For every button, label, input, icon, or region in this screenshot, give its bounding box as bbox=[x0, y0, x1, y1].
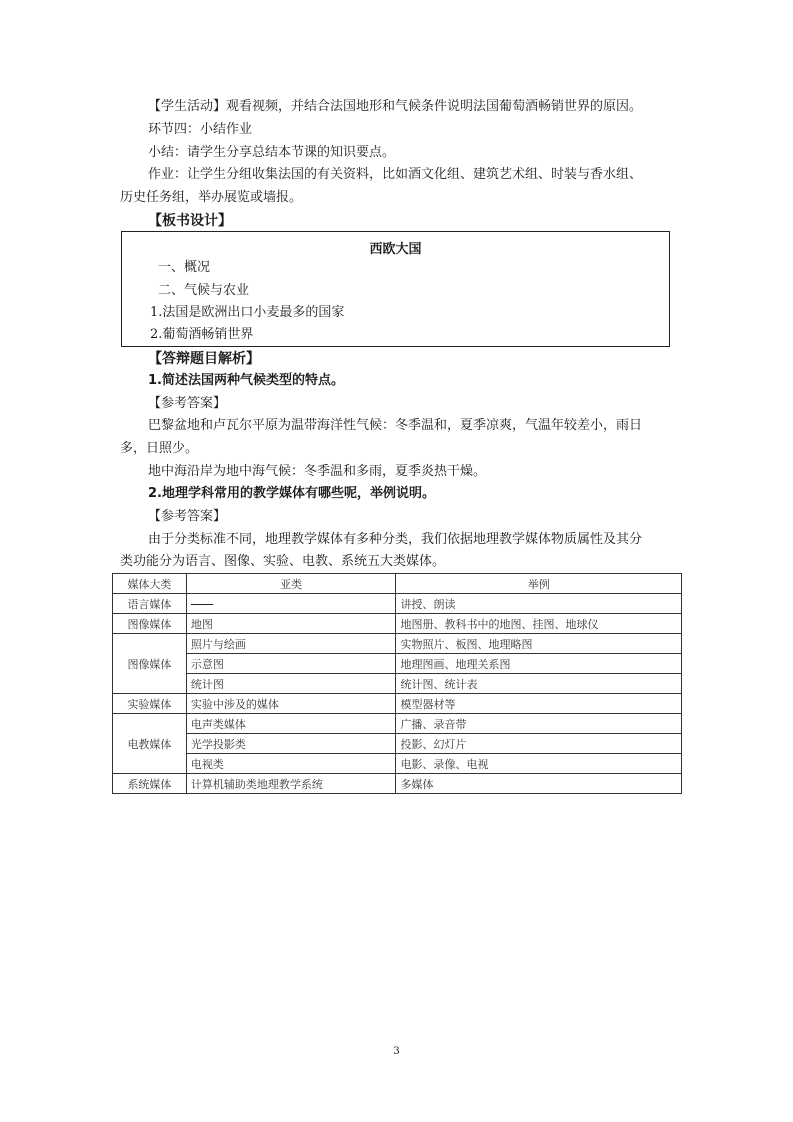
subcategory-cell bbox=[186, 594, 396, 614]
category-cell: 语言媒体 bbox=[113, 594, 187, 614]
example-cell: 多媒体 bbox=[396, 774, 682, 794]
subcategory-cell: 照片与绘画 bbox=[186, 634, 396, 654]
header-cell: 媒体大类 bbox=[113, 574, 187, 594]
example-cell: 地图册、教科书中的地图、挂图、地球仪 bbox=[396, 614, 682, 634]
table-row bbox=[113, 754, 682, 774]
table-header-row bbox=[113, 574, 682, 594]
example-cell: 广播、录音带 bbox=[396, 714, 682, 734]
example-cell: 实物照片、板图、地理略图 bbox=[396, 634, 682, 654]
homework-line-1: 作业：让学生分组收集法国的有关资料，比如酒文化组、建筑艺术组、时装与香水组、 bbox=[148, 167, 643, 182]
subcategory-cell: 统计图 bbox=[186, 674, 396, 694]
dash-mark bbox=[191, 604, 213, 605]
category-cell: 电教媒体 bbox=[113, 714, 187, 774]
table-row bbox=[113, 594, 682, 614]
answer-1-line-3: 地中海沿岸为地中海气候：冬季温和多雨，夏季炎热干燥。 bbox=[148, 464, 487, 479]
summary-line: 小结：请学生分享总结本节课的知识要点。 bbox=[148, 145, 396, 160]
example-cell: 统计图、统计表 bbox=[396, 674, 682, 694]
table-row bbox=[113, 774, 682, 794]
board-design-box bbox=[121, 231, 670, 347]
answer-1-line-1: 巴黎盆地和卢瓦尔平原为温带海洋性气候：冬季温和，夏季凉爽，气温年较差小，雨日 bbox=[148, 418, 643, 433]
subcategory-cell: 电声类媒体 bbox=[186, 714, 396, 734]
answer-2-line-1: 由于分类标准不同，地理教学媒体有多种分类，我们依据地理教学媒体物质属性及其分 bbox=[148, 532, 643, 547]
reference-answer-label-1: 【参考答案】 bbox=[148, 396, 227, 411]
student-activity-line: 【学生活动】观看视频，并结合法国地形和气候条件说明法国葡萄酒畅销世界的原因。 bbox=[148, 99, 643, 114]
board-title: 西欧大国 bbox=[369, 242, 422, 257]
board-item: 2.葡萄酒畅销世界 bbox=[150, 327, 254, 342]
subcategory-cell: 地图 bbox=[186, 614, 396, 634]
subcategory-cell: 光学投影类 bbox=[186, 734, 396, 754]
question-1: 1.简述法国两种气候类型的特点。 bbox=[148, 373, 344, 388]
table-row bbox=[113, 694, 682, 714]
question-2: 2.地理学科常用的教学媒体有哪些呢，举例说明。 bbox=[148, 486, 435, 501]
board-heading: 【板书设计】 bbox=[148, 213, 232, 229]
board-item: 二、气候与农业 bbox=[158, 283, 250, 298]
category-cell: 图像媒体 bbox=[113, 634, 187, 694]
answer-1-line-2: 多，日照少。 bbox=[120, 441, 199, 456]
subcategory-cell: 示意图 bbox=[186, 654, 396, 674]
reference-answer-label-2: 【参考答案】 bbox=[148, 509, 227, 524]
subcategory-cell: 实验中涉及的媒体 bbox=[186, 694, 396, 714]
category-cell: 实验媒体 bbox=[113, 694, 187, 714]
step4-line: 环节四：小结作业 bbox=[148, 122, 253, 137]
table-row bbox=[113, 674, 682, 694]
table-row bbox=[113, 634, 682, 654]
header-cell: 举例 bbox=[396, 574, 682, 594]
category-cell: 图像媒体 bbox=[113, 614, 187, 634]
defense-heading: 【答辩题目解析】 bbox=[148, 351, 260, 367]
page-number: 3 bbox=[393, 1046, 400, 1057]
table-row bbox=[113, 734, 682, 754]
table-row bbox=[113, 614, 682, 634]
board-item: 一、概况 bbox=[158, 260, 211, 275]
example-cell: 电影、录像、电视 bbox=[396, 754, 682, 774]
table-row bbox=[113, 714, 682, 734]
example-cell: 投影、幻灯片 bbox=[396, 734, 682, 754]
header-cell: 亚类 bbox=[186, 574, 396, 594]
table-row bbox=[113, 654, 682, 674]
example-cell: 地理图画、地理关系图 bbox=[396, 654, 682, 674]
media-table bbox=[112, 573, 682, 794]
board-item: 1.法国是欧洲出口小麦最多的国家 bbox=[150, 305, 345, 320]
subcategory-cell: 电视类 bbox=[186, 754, 396, 774]
subcategory-cell: 计算机辅助类地理教学系统 bbox=[186, 774, 396, 794]
example-cell: 讲授、朗读 bbox=[396, 594, 682, 614]
homework-line-2: 历史任务组，举办展览或墙报。 bbox=[120, 190, 303, 205]
example-cell: 模型器材等 bbox=[396, 694, 682, 714]
category-cell: 系统媒体 bbox=[113, 774, 187, 794]
answer-2-line-2: 类功能分为语言、图像、实验、电教、系统五大类媒体。 bbox=[120, 554, 446, 569]
